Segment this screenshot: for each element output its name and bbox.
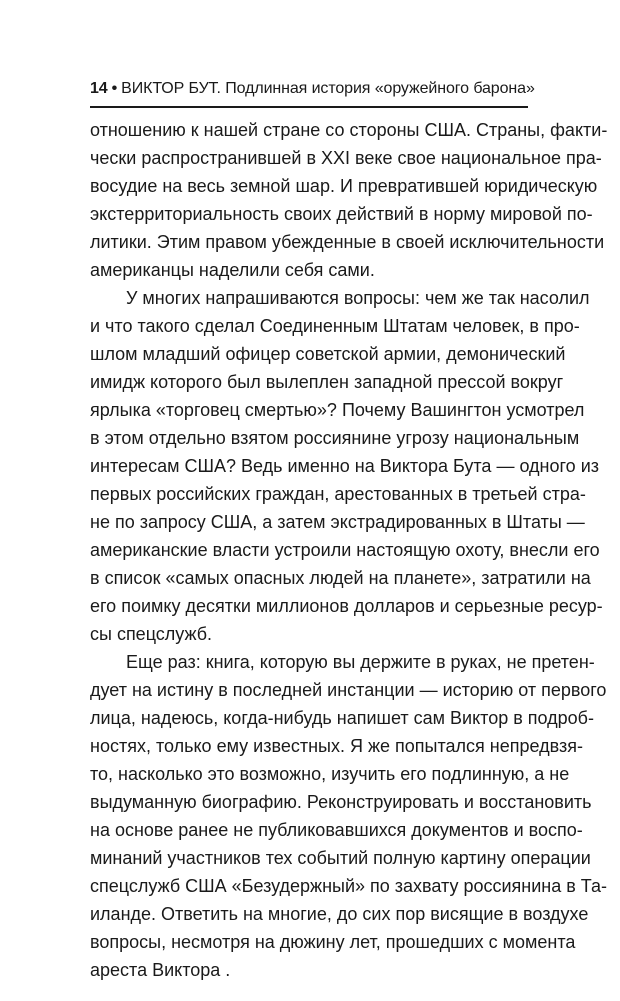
text-line: вопросы, несмотря на дюжину лет, прошедших с момента [90,932,576,952]
text-line: лица, надеюсь, когда-нибудь напишет сам Виктор в подроб- [90,708,594,728]
text-line: экстерриториальность своих действий в норму мировой по- [90,204,593,224]
text-line: ареста Виктора . [90,960,231,980]
text-line: сы спецслужб. [90,624,213,644]
text-line: иланде. Ответить на многие, до сих пор висящие в воздухе [90,904,589,924]
text-line: восудие на весь земной шар. И превратившей юридическую [90,176,598,196]
text-line: американцы наделили себя сами. [90,260,375,280]
text-line: то, насколько это возможно, изучить его подлинную, а не [90,764,570,784]
text-line: отношению к нашей стране со стороны США. Страны, факти- [90,120,608,140]
text-line: имидж которого был вылеплен западной прессой вокруг [90,372,564,392]
text-line: не по запросу США, а затем экстрадированных в Штаты — [90,512,585,532]
text-line: У многих напрашиваются вопросы: чем же так насолил [126,288,590,308]
text-line: ностях, только ему известных. Я же попытался непредвзя- [90,736,583,756]
book-title: Подлинная история «оружейного барона» [225,80,535,97]
running-head [90,78,535,100]
text-line: шлом младший офицер советской армии, демонический [90,344,566,364]
text-line: его поимку десятки миллионов долларов и серьезные ресур- [90,596,603,616]
header-rule [90,106,528,108]
text-line: дует на истину в последней инстанции — историю от первого [90,680,607,700]
body-text [90,116,608,984]
text-line: выдуманную биографию. Реконструировать и восстановить [90,792,592,812]
page-number: 14 [90,80,108,97]
text-line: Еще раз: книга, которую вы держите в руках, не претен- [126,652,595,672]
text-line: в список «самых опасных людей на планете», затратили на [90,568,591,588]
text-line: первых российских граждан, арестованных в третьей стра- [90,484,586,504]
text-line: чески распространившей в XXI веке свое национальное пра- [90,148,602,168]
text-line: литики. Этим правом убежденные в своей исключительности [90,232,605,252]
bullet-separator: • [111,80,118,97]
text-line: спецслужб США «Безудержный» по захвату россиянина в Та- [90,876,607,896]
text-line: американские власти устроили настоящую охоту, внесли его [90,540,600,560]
text-line: ярлыка «торговец смертью»? Почему Вашингтон усмотрел [90,400,585,420]
text-line: интересам США? Ведь именно на Виктора Бута — одного из [90,456,600,476]
text-line: в этом отдельно взятом россиянине угрозу национальным [90,428,580,448]
text-line: минаний участников тех событий полную картину операции [90,848,591,868]
text-line: и что такого сделал Соединенным Штатам человек, в про- [90,316,580,336]
text-line: на основе ранее не публиковавшихся документов и воспо- [90,820,583,840]
book-author: ВИКТОР БУТ. [121,80,221,97]
